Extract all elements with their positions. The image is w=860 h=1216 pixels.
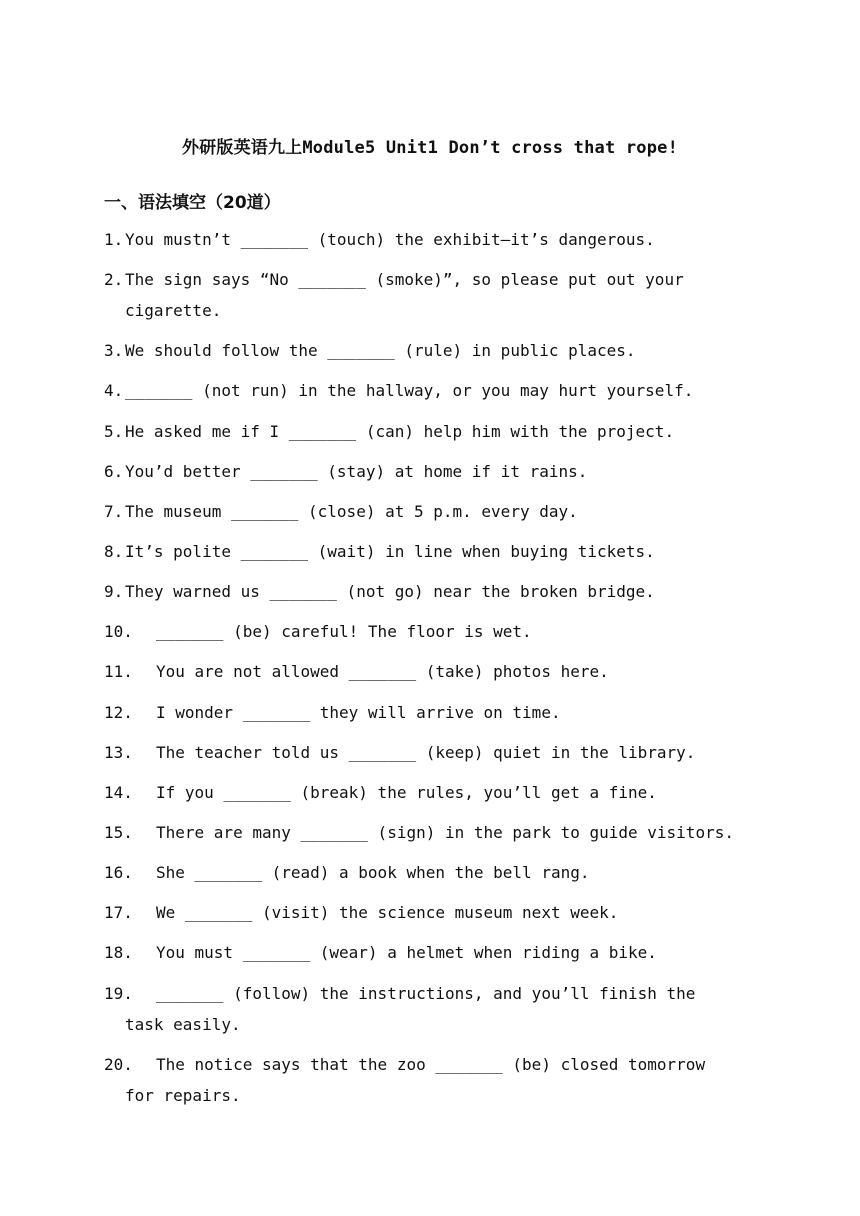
question-text: We _______ (visit) the science museum next week. <box>156 903 619 922</box>
question-number: 11. <box>104 662 133 681</box>
question-item <box>104 536 744 567</box>
question-item <box>104 456 744 487</box>
question-item <box>104 817 744 848</box>
question-text: The notice says that the zoo _______ (be) closed tomorrow <box>156 1055 706 1074</box>
question-number: 4. <box>104 381 124 400</box>
question-item <box>104 616 744 647</box>
question-number: 7. <box>104 502 124 521</box>
question-item <box>104 737 744 768</box>
question-number: 1. <box>104 230 124 249</box>
question-text: _______ (be) careful! The floor is wet. <box>156 622 532 641</box>
question-item <box>104 335 744 366</box>
question-number: 3. <box>104 341 124 360</box>
question-text: It’s polite _______ (wait) in line when buying tickets. <box>125 542 655 561</box>
question-number: 10. <box>104 622 133 641</box>
question-text: The teacher told us _______ (keep) quiet in the library. <box>156 743 696 762</box>
question-text: You’d better _______ (stay) at home if it rains. <box>125 462 588 481</box>
section-heading: 一、语法填空（20道） <box>104 193 281 213</box>
question-text: _______ (follow) the instructions, and you’ll finish the <box>156 984 696 1003</box>
question-text-continued: cigarette. <box>125 301 222 320</box>
question-number: 2. <box>104 270 124 289</box>
question-number: 6. <box>104 462 124 481</box>
question-number: 15. <box>104 823 133 842</box>
question-number: 17. <box>104 903 133 922</box>
question-item <box>104 496 744 527</box>
question-text: I wonder _______ they will arrive on time. <box>156 703 561 722</box>
question-text: You are not allowed _______ (take) photos here. <box>156 662 609 681</box>
question-item <box>104 1049 744 1111</box>
question-item <box>104 264 744 326</box>
question-number: 9. <box>104 582 124 601</box>
question-number: 13. <box>104 743 133 762</box>
question-item <box>104 576 744 607</box>
question-item <box>104 224 744 255</box>
question-item <box>104 937 744 968</box>
question-number: 16. <box>104 863 133 882</box>
question-text: She _______ (read) a book when the bell rang. <box>156 863 590 882</box>
question-item <box>104 857 744 888</box>
question-number: 14. <box>104 783 133 802</box>
question-text-continued: for repairs. <box>125 1086 241 1105</box>
question-item <box>104 416 744 447</box>
question-number: 18. <box>104 943 133 962</box>
question-number: 5. <box>104 422 124 441</box>
question-text-continued: task easily. <box>125 1015 241 1034</box>
question-item <box>104 978 744 1040</box>
question-item <box>104 897 744 928</box>
question-text: The sign says “No _______ (smoke)”, so please put out your <box>125 270 684 289</box>
question-text: You mustn’t _______ (touch) the exhibit—it’s dangerous. <box>125 230 655 249</box>
question-text: You must _______ (wear) a helmet when riding a bike. <box>156 943 657 962</box>
question-number: 8. <box>104 542 124 561</box>
question-text: There are many _______ (sign) in the park to guide visitors. <box>156 823 734 842</box>
question-text: The museum _______ (close) at 5 p.m. every day. <box>125 502 578 521</box>
question-item <box>104 697 744 728</box>
page-title: 外研版英语九上Module5 Unit1 Don’t cross that rope! <box>181 138 679 158</box>
question-text: If you _______ (break) the rules, you’ll get a fine. <box>156 783 657 802</box>
question-item <box>104 375 744 406</box>
question-number: 19. <box>104 984 133 1003</box>
question-item <box>104 777 744 808</box>
question-number: 20. <box>104 1055 133 1074</box>
question-text: They warned us _______ (not go) near the broken bridge. <box>125 582 655 601</box>
question-text: He asked me if I _______ (can) help him with the project. <box>125 422 675 441</box>
question-item <box>104 656 744 687</box>
question-text: _______ (not run) in the hallway, or you may hurt yourself. <box>125 381 694 400</box>
question-number: 12. <box>104 703 133 722</box>
question-text: We should follow the _______ (rule) in public places. <box>125 341 636 360</box>
